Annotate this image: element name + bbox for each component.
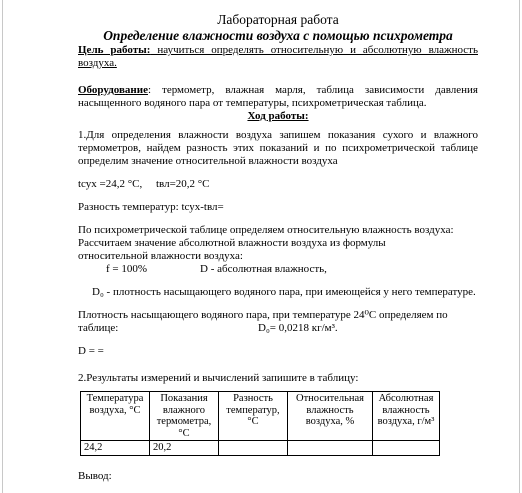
- document-subtitle: Определение влажности воздуха с помощью психрометра: [103, 28, 453, 43]
- header-relative-humidity: Относительная влажность воздуха, %: [288, 392, 373, 441]
- d0-line: D₀ - плотность насыщающего водяного пара, при имеющейся у него температуре.: [92, 286, 476, 298]
- density-table-label: таблице:: [78, 322, 119, 334]
- difference-line: Разность температур: tсух-tвл=: [78, 201, 224, 213]
- density-value: D₀= 0,0218 кг/м³.: [258, 322, 338, 334]
- goal-label: Цель работы:: [78, 44, 151, 56]
- d-equation: D = =: [78, 345, 104, 357]
- goal-paragraph: [78, 44, 478, 70]
- equipment-label: Оборудование: [78, 84, 148, 96]
- cell-temp-difference: [219, 441, 288, 456]
- formula-f: f = 100%: [106, 263, 148, 275]
- equipment-paragraph: [78, 84, 478, 110]
- results-table: [80, 391, 440, 456]
- formula-d: D - абсолютная влажность,: [200, 263, 327, 275]
- header-wet-thermometer: Показания влажного термометра, °С: [150, 392, 219, 441]
- formula-row: [78, 263, 478, 276]
- abs-calc-line: Рассчитаем значение абсолютной влажности воздуха из формулы: [78, 237, 386, 249]
- temp-wet: tвл=20,2 °С: [155, 178, 210, 190]
- density-line-b: [78, 322, 478, 335]
- procedure-heading: Ход работы:: [247, 110, 309, 122]
- document-title: Лабораторная работа: [217, 12, 339, 27]
- step1-paragraph: 1.Для определения влажности воздуха запишем показания сухого и влажного термометров, найдем разность этих показаний и по психрометрической таблице определим значение относительной влажности воздуха: [78, 129, 478, 167]
- results-header-row: [81, 392, 440, 441]
- temperature-readings: [78, 178, 478, 191]
- conclusion-label: Вывод:: [78, 469, 112, 482]
- header-air-temp: Температура воздуха, °С: [81, 392, 150, 441]
- goal-text: научиться определять относительную и абсолютную влажность воздуха.: [78, 44, 478, 69]
- cell-relative-humidity: [288, 441, 373, 456]
- page-edge-right: [519, 0, 520, 493]
- results-data-row: [81, 441, 440, 456]
- cell-absolute-humidity: [373, 441, 440, 456]
- cell-air-temp: 24,2: [81, 441, 150, 456]
- rel-line: относительной влажности воздуха:: [78, 250, 243, 262]
- header-absolute-humidity: Абсолютная влажность воздуха, г/м³: [373, 392, 440, 441]
- cell-wet-thermometer: 20,2: [150, 441, 219, 456]
- page-edge-left: [2, 0, 3, 493]
- equipment-text: : термометр, влажная марля, таблица зависимости давления насыщенного водяного пара от температуры, психрометрическая таблица.: [78, 84, 478, 109]
- density-line-a: Плотность насыщающего водяного пара, при температуре 24⁰С определяем по: [78, 309, 448, 321]
- psychro-line: По психрометрической таблице определяем относительную влажность воздуха:: [78, 224, 454, 236]
- step2-paragraph: 2.Результаты измерений и вычислений запишите в таблицу:: [78, 372, 359, 384]
- temp-dry: tсух =24,2 °С,: [78, 178, 143, 190]
- header-temp-difference: Разность температур, °С: [219, 392, 288, 441]
